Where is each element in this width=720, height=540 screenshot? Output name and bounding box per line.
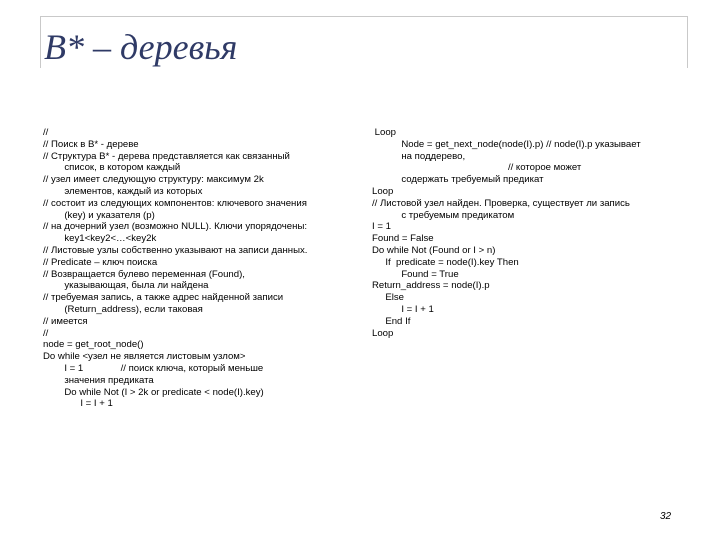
code-line: Else <box>372 292 404 304</box>
left-code-column <box>43 127 363 410</box>
slide-title: B* – деревья <box>44 27 238 67</box>
code-line: Loop <box>372 127 397 138</box>
code-line: Do while Not (I > 2k or predicate < node(I).key) <box>43 386 264 398</box>
code-line: node = get_root_node() <box>43 339 144 351</box>
code-line: I = I + 1 <box>372 303 434 315</box>
code-line: элементов, каждый из которых <box>43 185 203 197</box>
code-line: // Структура B* - дерева представляется как связанный <box>43 150 290 162</box>
code-line: на поддерево, <box>372 150 466 162</box>
code-line: // узел имеет следующую структуру: максимум 2k <box>43 174 264 186</box>
code-line: Found = False <box>372 233 434 245</box>
code-line: // Листовой узел найден. Проверка, существует ли запись <box>372 197 630 209</box>
code-line: // требуемая запись, а также адрес найденной записи <box>43 292 284 304</box>
code-line: Do while Not (Found or I > n) <box>372 244 496 256</box>
title-frame-left-border <box>40 16 41 68</box>
code-line: указывающая, была ли найдена <box>43 280 209 292</box>
code-line: // состоит из следующих компонентов: ключевого значения <box>43 197 307 209</box>
code-line: Do while <узел не является листовым узлом> <box>43 351 246 363</box>
code-line: // на дочерний узел (возможно NULL). Ключи упорядочены: <box>43 221 308 233</box>
code-line: список, в котором каждый <box>43 162 181 174</box>
code-line: End If <box>372 315 411 327</box>
code-line: Return_address = node(I).p <box>372 280 490 292</box>
code-line: I = I + 1 <box>43 398 113 410</box>
code-line: // имеется <box>43 315 88 327</box>
page-number: 32 <box>660 511 672 522</box>
code-line: I = 1 <box>372 221 391 233</box>
right-code-column <box>372 127 712 339</box>
code-line: содержать требуемый предикат <box>372 174 544 186</box>
code-line: // Листовые узлы собственно указывают на записи данных. <box>43 244 308 256</box>
code-line: // <box>43 327 49 339</box>
code-line: // которое может <box>372 162 582 174</box>
code-line: Loop <box>372 185 394 197</box>
code-line: // Возвращается булево переменная (Found), <box>43 268 245 280</box>
title-frame-top-border <box>40 16 688 17</box>
code-line: key1<key2<…<key2k <box>43 233 157 245</box>
code-line: // <box>43 127 49 138</box>
code-line: // Predicate – ключ поиска <box>43 256 158 268</box>
code-line: Node = get_next_node(node(I).p) // node(I).p указывает <box>372 138 641 150</box>
code-line: (key) и указателя (p) <box>43 209 155 221</box>
code-line: If predicate = node(I).key Then <box>372 256 519 268</box>
title-frame-right-border <box>687 16 688 68</box>
code-line: Loop <box>372 327 394 339</box>
code-line: с требуемым предикатом <box>372 209 515 221</box>
code-line: (Return_address), если таковая <box>43 303 203 315</box>
code-line: // Поиск в B* - дереве <box>43 138 139 150</box>
code-line: Found = True <box>372 268 459 280</box>
code-line: I = 1 // поиск ключа, который меньше <box>43 362 264 374</box>
code-line: значения предиката <box>43 374 154 386</box>
